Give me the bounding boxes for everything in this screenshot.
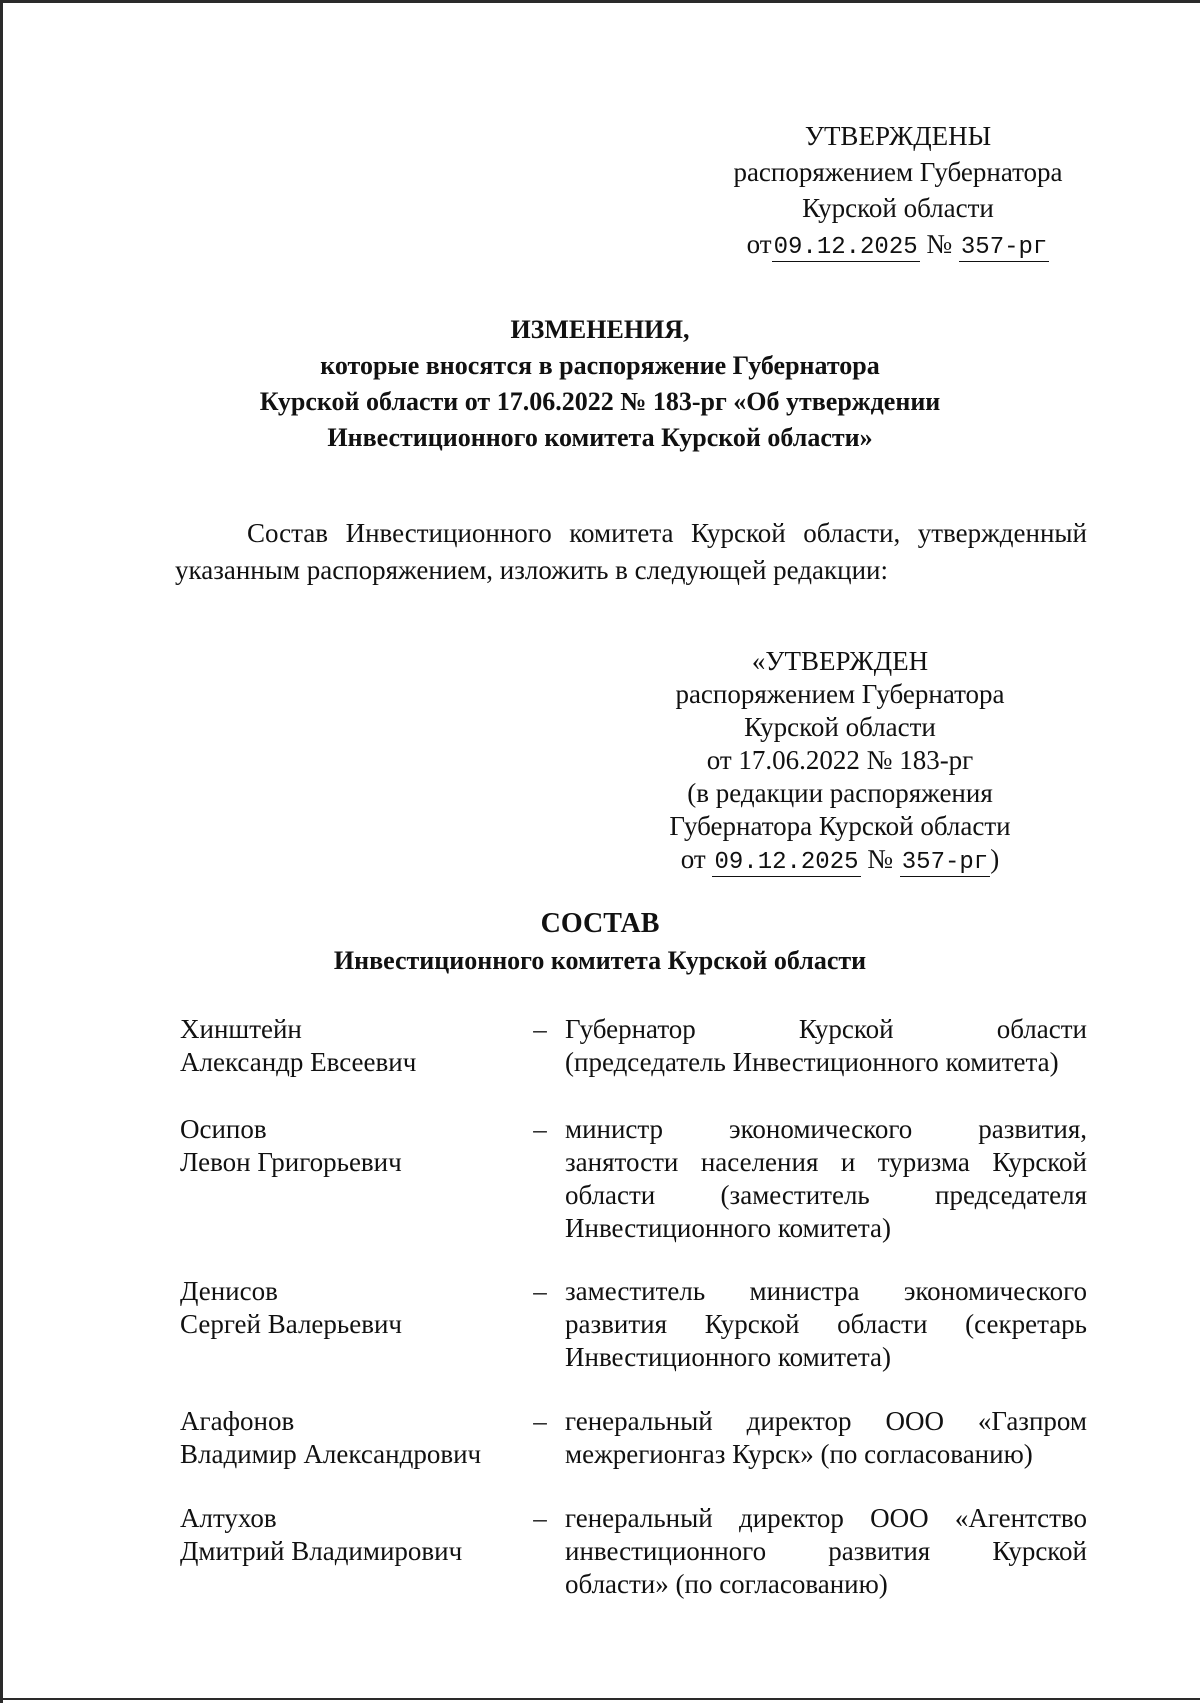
member-name [180,1113,510,1179]
approval-line: Губернатора Курской области [669,811,1011,841]
approval-heading: «УТВЕРЖДЕН [751,646,929,676]
role-line: Инвестиционного комитета) [565,1342,892,1372]
member-role [565,1275,1087,1374]
role-line: занятости населения и туризма Курской [565,1147,1087,1177]
scan-edge-left [0,0,3,1703]
approval-line: распоряжением Губернатора [733,157,1063,187]
title-line: Инвестиционного комитета Курской области» [327,423,873,452]
member-surname: Агафонов [180,1406,295,1436]
role-line: Губернатор Курской области [565,1014,1087,1044]
member-given-name: Владимир Александрович [180,1439,482,1469]
member-role [565,1013,1087,1079]
member-role [565,1502,1087,1601]
title-line: которые вносятся в распоряжение Губернатора [320,351,880,380]
member-surname: Алтухов [180,1503,277,1533]
member-role [565,1113,1087,1245]
role-line: генеральный директор ООО «Газпром [565,1406,1087,1436]
member-dash: – [533,1503,547,1533]
approval-line: Курской области [744,712,936,742]
approval-line: Курской области [802,193,994,223]
approval-line: распоряжением Губернатора [675,679,1005,709]
approval-date: 09.12.2025 [714,849,859,876]
intro-paragraph [175,515,1087,589]
approval-date-line [720,226,1076,266]
member-name [180,1405,510,1471]
member-surname: Хинштейн [180,1014,302,1044]
member-given-name: Сергей Валерьевич [180,1309,402,1339]
approval-line: (в редакции распоряжения [687,778,993,808]
composition-subheading: Инвестиционного комитета Курской области [333,946,867,975]
role-line: генеральный директор ООО «Агентство [565,1503,1087,1533]
member-dash: – [533,1014,547,1044]
date-prefix: от [746,229,772,259]
member-given-name: Дмитрий Владимирович [180,1536,463,1566]
number-sign: № [867,844,894,874]
role-line: (председатель Инвестиционного комитета) [565,1047,1059,1077]
closing-paren: ) [990,844,1000,874]
role-line: развития Курской области (секретарь [565,1309,1087,1339]
approval-date: 09.12.2025 [773,234,918,261]
intro-line: Состав Инвестиционного комитета Курской области, утвержденный [247,518,1087,548]
approval-number: 357-рг [901,849,989,876]
approval-heading: УТВЕРЖДЕНЫ [804,121,992,151]
number-sign: № [926,229,953,259]
role-line: инвестиционного развития Курской [565,1536,1087,1566]
member-dash: – [533,1114,547,1144]
role-line: министр экономического развития, [565,1114,1087,1144]
role-line: межрегионгаз Курск» (по согласованию) [565,1439,1033,1469]
member-surname: Осипов [180,1114,267,1144]
intro-line: указанным распоряжением, изложить в следующей редакции: [175,555,888,585]
member-role [565,1405,1087,1471]
member-dash: – [533,1406,547,1436]
member-name [180,1275,510,1341]
approval-stamp-2 [640,645,1040,879]
approval-date-line [640,843,1040,879]
composition-title [300,905,900,979]
role-line: Инвестиционного комитета) [565,1213,892,1243]
member-given-name: Левон Григорьевич [180,1147,402,1177]
member-surname: Денисов [180,1276,278,1306]
date-prefix: от [680,844,706,874]
role-line: области» (по согласованию) [565,1569,888,1599]
member-name [180,1013,510,1079]
approval-line: от 17.06.2022 № 183-рг [706,745,974,775]
role-line: заместитель министра экономического [565,1276,1087,1306]
approval-stamp [720,118,1076,266]
member-name [180,1502,510,1568]
title-line: ИЗМЕНЕНИЯ, [510,315,690,344]
title-line: Курской области от 17.06.2022 № 183-рг «Об утверждении [259,387,941,416]
role-line: области (заместитель председателя [565,1180,1087,1210]
scan-edge-bottom [0,1698,1200,1700]
document-title [160,312,1040,456]
composition-heading: СОСТАВ [540,908,660,939]
member-given-name: Александр Евсеевич [180,1047,417,1077]
scan-edge-top [0,0,1200,3]
approval-number: 357-рг [960,234,1048,261]
member-dash: – [533,1276,547,1306]
